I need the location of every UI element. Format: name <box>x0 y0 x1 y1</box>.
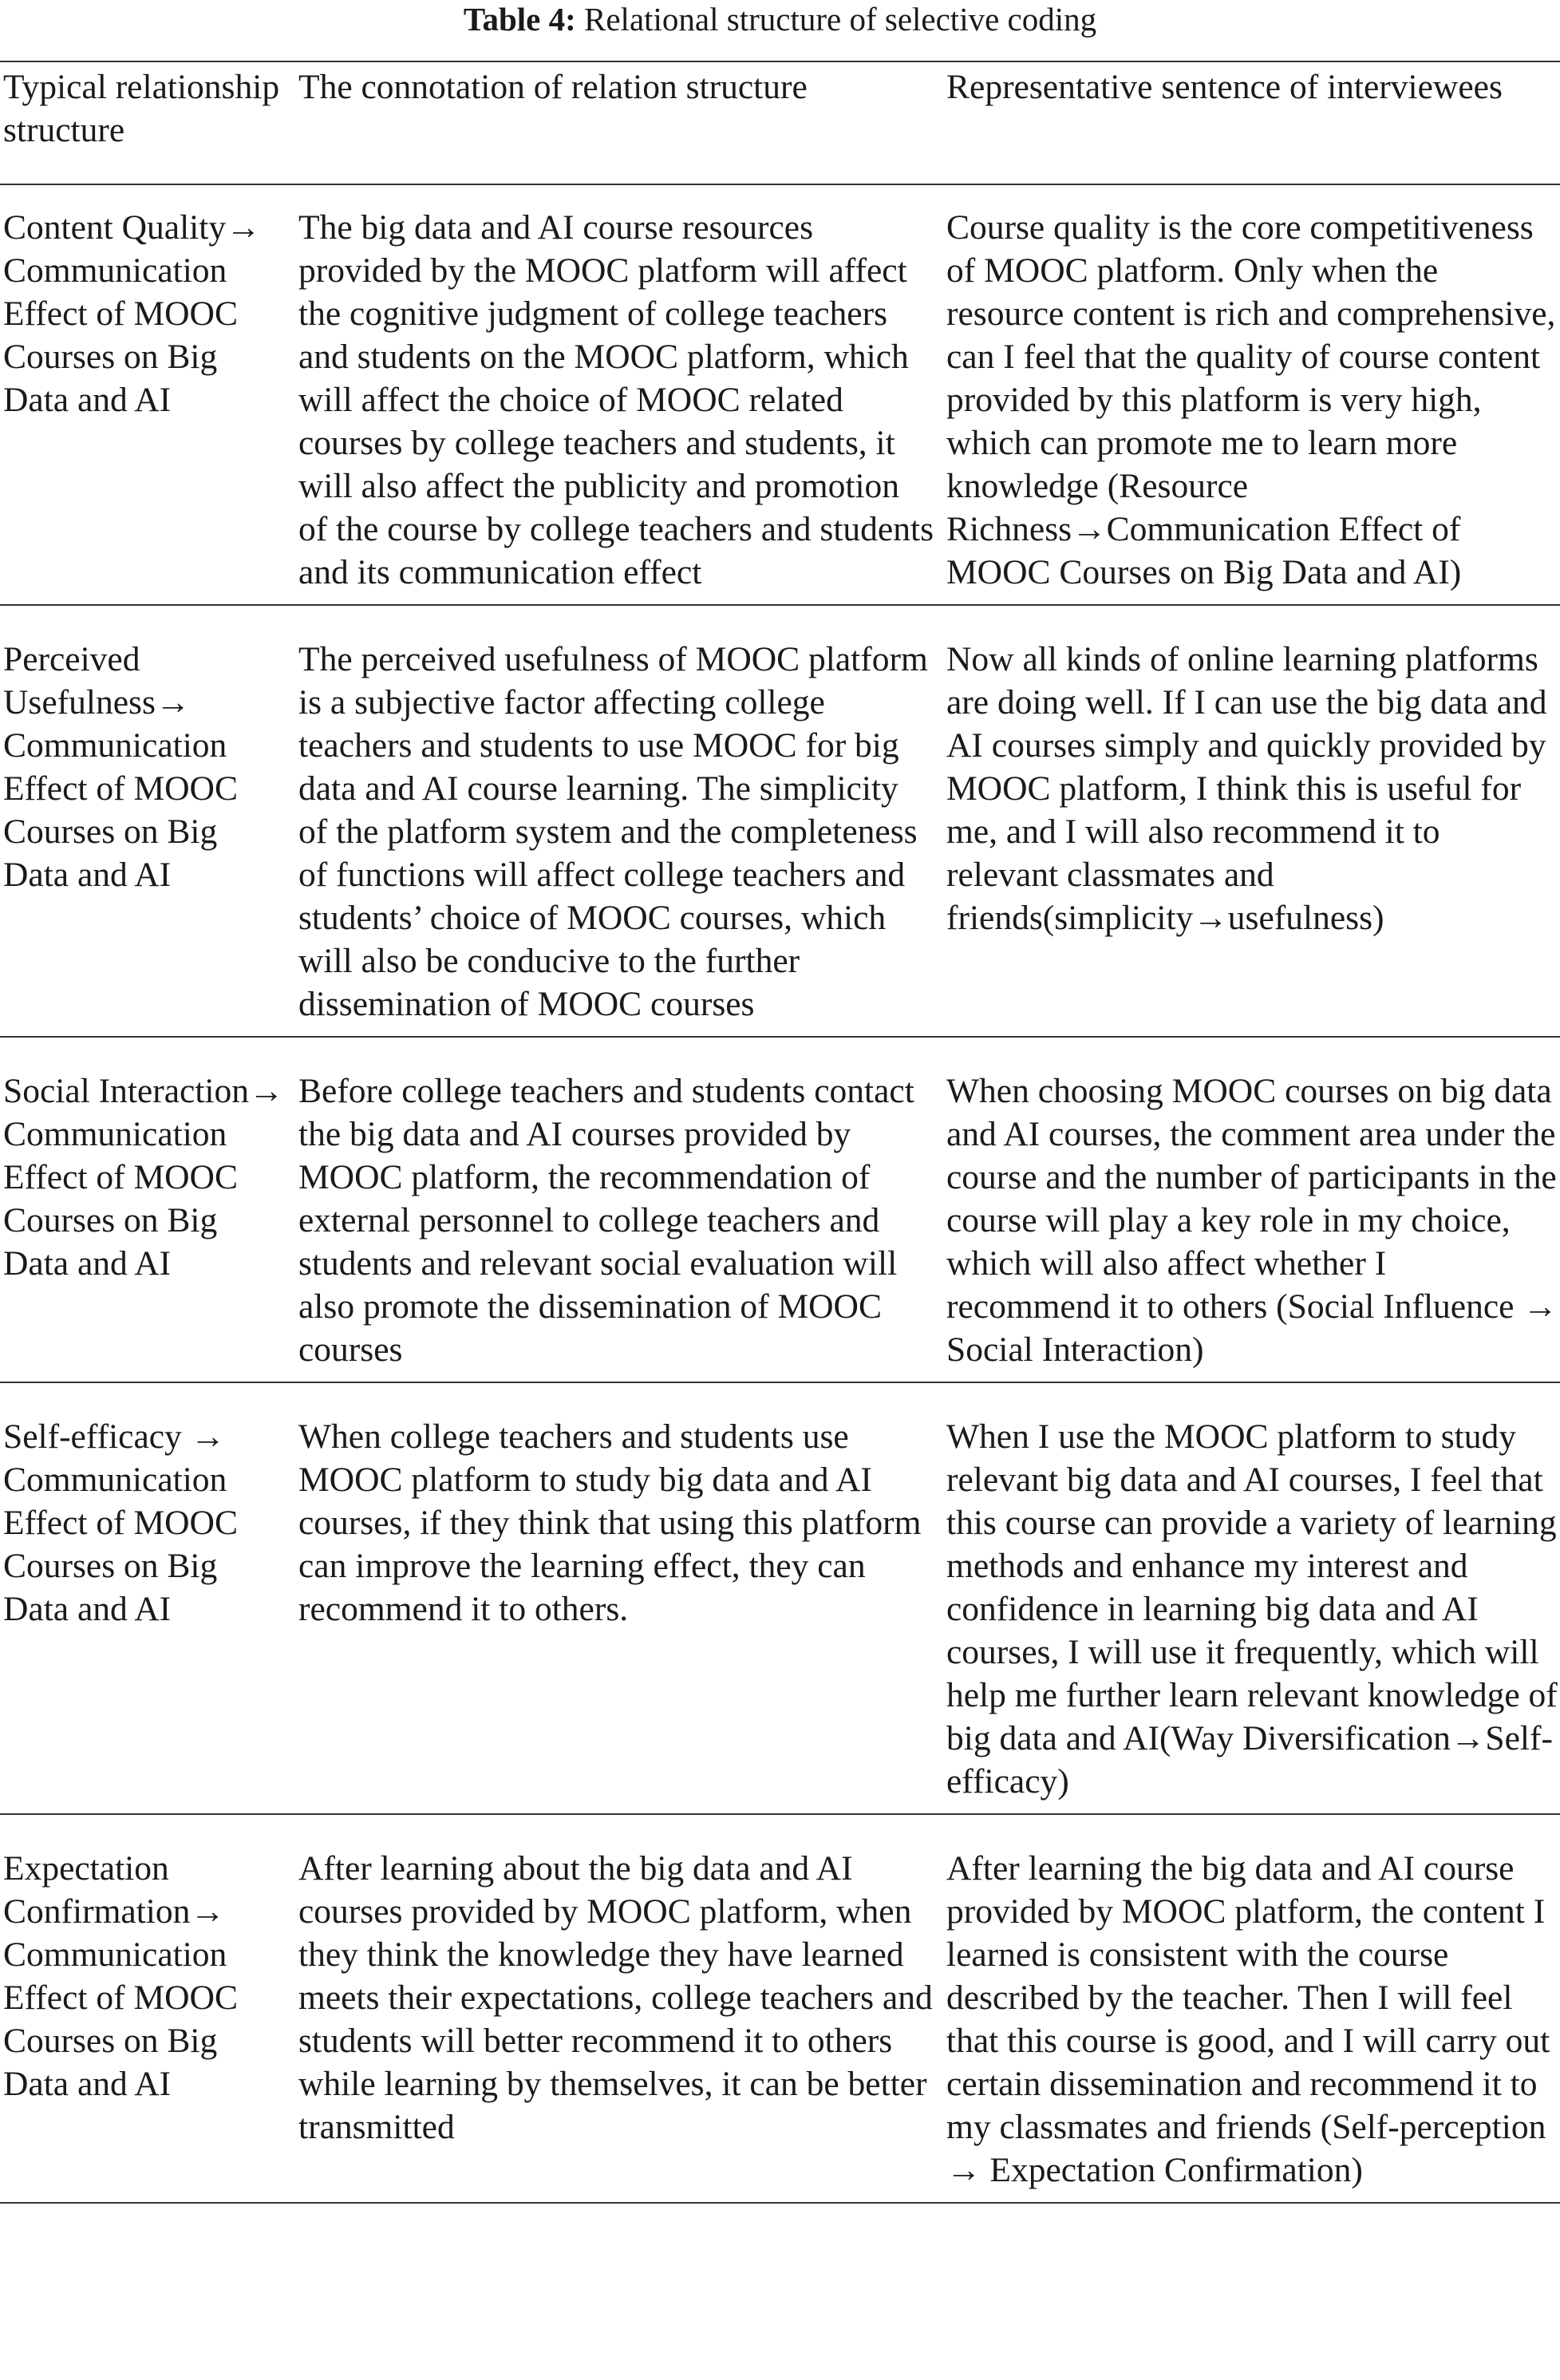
representative-cell: After learning the big data and AI course provided by MOOC platform, the content I learned is consistent with the course described by the teacher. Then I will feel that this course is good, and I will carry out certain dissemination and recommend it to my classmates and friends (Self-perception → Expectation Confirmation) <box>946 1814 1560 2203</box>
representative-cell: When choosing MOOC courses on big data and AI courses, the comment area under the course and the number of participants in the course will play a key role in my choice, which will also affect whether I recommend it to others (Social Influence → Social Interaction) <box>946 1037 1560 1382</box>
relation-cell: Perceived Usefulness→ Communication Effect of MOOC Courses on Big Data and AI <box>0 605 298 1037</box>
relation-cell: Content Quality→ Communication Effect of MOOC Courses on Big Data and AI <box>0 184 298 605</box>
header-row <box>0 61 1560 184</box>
connotation-cell: When college teachers and students use MOOC platform to study big data and AI courses, if they think that using this platform can improve the learning effect, they can recommend it to others. <box>298 1382 946 1814</box>
relational-structure-table <box>0 61 1560 2204</box>
table-header <box>0 61 1560 184</box>
connotation-cell: After learning about the big data and AI courses provided by MOOC platform, when they think the knowledge they have learned meets their expectations, college teachers and students will better recommend it to others while learning by themselves, it can be better transmitted <box>298 1814 946 2203</box>
relation-cell: Expectation Confirmation→ Communication Effect of MOOC Courses on Big Data and AI <box>0 1814 298 2203</box>
header-relationship-structure: Typical relationship structure <box>0 61 298 184</box>
representative-cell: Now all kinds of online learning platforms are doing well. If I can use the big data and AI courses simply and quickly provided by MOOC platform, I think this is useful for me, and I will also recommend it to relevant classmates and friends(simplicity→usefulness) <box>946 605 1560 1037</box>
connotation-cell: The perceived usefulness of MOOC platform is a subjective factor affecting college teachers and students to use MOOC for big data and AI course learning. The simplicity of the platform system and the completeness of functions will affect college teachers and students’ choice of MOOC courses, which will also be conducive to the further dissemination of MOOC courses <box>298 605 946 1037</box>
header-connotation: The connotation of relation structure <box>298 61 946 184</box>
representative-cell: Course quality is the core competitiveness of MOOC platform. Only when the resource content is rich and comprehensive, can I feel that the quality of course content provided by this platform is very high, which can promote me to learn more knowledge (Resource Richness→Communication Effect of MOOC Courses on Big Data and AI) <box>946 184 1560 605</box>
header-representative-sentence: Representative sentence of interviewees <box>946 61 1560 184</box>
table-row <box>0 605 1560 1037</box>
representative-cell: When I use the MOOC platform to study relevant big data and AI courses, I feel that this course can provide a variety of learning methods and enhance my interest and confidence in learning big data and AI courses, I will use it frequently, which will help me further learn relevant knowledge of big data and AI(Way Diversification→Self-efficacy) <box>946 1382 1560 1814</box>
table-caption <box>0 0 1560 38</box>
table-row <box>0 184 1560 605</box>
table-row <box>0 1037 1560 1382</box>
table-body <box>0 184 1560 2203</box>
connotation-cell: Before college teachers and students contact the big data and AI courses provided by MOOC platform, the recommendation of external personnel to college teachers and students and relevant social evaluation will also promote the dissemination of MOOC courses <box>298 1037 946 1382</box>
table-row <box>0 1814 1560 2203</box>
connotation-cell: The big data and AI course resources provided by the MOOC platform will affect the cognitive judgment of college teachers and students on the MOOC platform, which will affect the choice of MOOC related courses by college teachers and students, it will also affect the publicity and promotion of the course by college teachers and students and its communication effect <box>298 184 946 605</box>
relation-cell: Social Interaction→ Communication Effect of MOOC Courses on Big Data and AI <box>0 1037 298 1382</box>
table-caption-title: Relational structure of selective coding <box>584 1 1097 38</box>
table-caption-label: Table 4: <box>463 1 576 38</box>
table-row <box>0 1382 1560 1814</box>
relation-cell: Self-efficacy → Communication Effect of MOOC Courses on Big Data and AI <box>0 1382 298 1814</box>
